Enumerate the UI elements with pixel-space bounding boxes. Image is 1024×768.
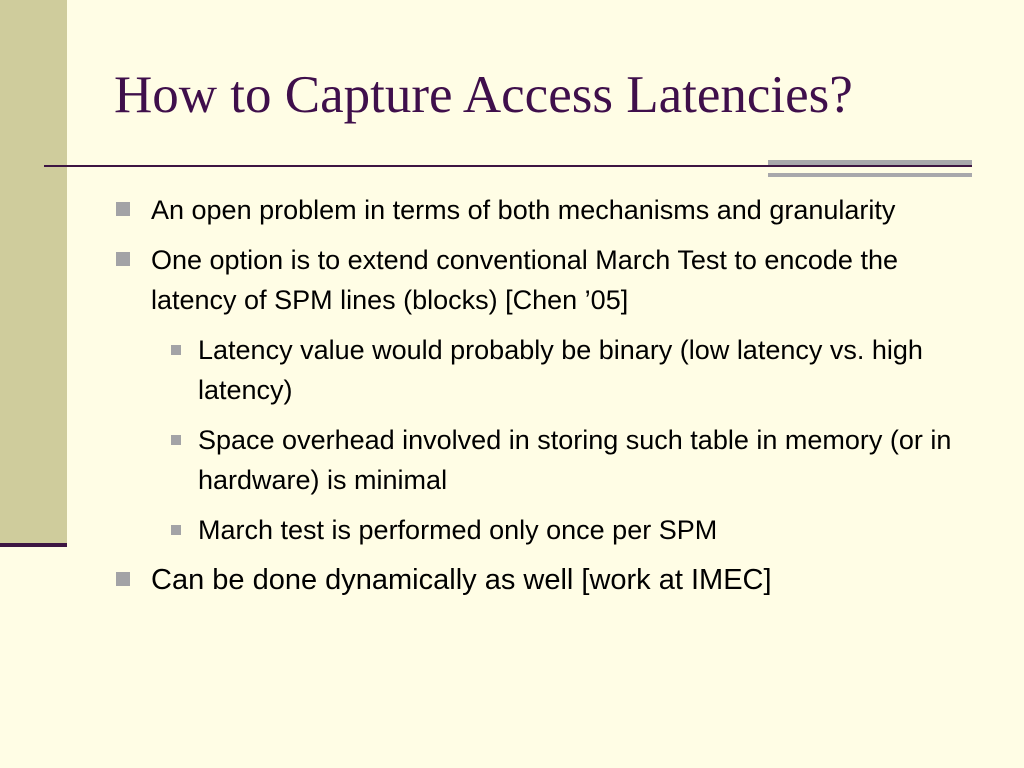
small-square-bullet-icon	[171, 435, 181, 445]
bullet-item	[116, 190, 976, 230]
bullet-item	[116, 240, 976, 320]
square-bullet-icon	[116, 202, 130, 216]
accent-bar-top	[768, 160, 972, 165]
square-bullet-icon	[116, 572, 130, 586]
sub-bullet-text: Latency value would probably be binary (low latency vs. high latency)	[198, 335, 923, 405]
sub-bullet-item	[163, 420, 976, 500]
sub-bullet-item	[163, 330, 976, 410]
slide-title: How to Capture Access Latencies?	[114, 66, 853, 124]
slide-body	[116, 190, 976, 610]
sidebar-band	[0, 0, 67, 543]
accent-bar-bottom	[768, 173, 972, 177]
bullet-text: Can be done dynamically as well [work at IMEC]	[151, 564, 772, 596]
sub-bullet-text: March test is performed only once per SPM	[198, 515, 718, 545]
sub-bullet-item	[163, 510, 976, 550]
sub-bullet-text: Space overhead involved in storing such table in memory (or in hardware) is minimal	[198, 425, 952, 495]
title-divider	[44, 165, 972, 167]
square-bullet-icon	[116, 252, 130, 266]
bullet-item	[116, 560, 976, 600]
sidebar-rule	[0, 543, 67, 547]
bullet-text: One option is to extend conventional March Test to encode the latency of SPM lines (blocks) [Chen ’05]	[151, 245, 898, 315]
small-square-bullet-icon	[171, 525, 181, 535]
small-square-bullet-icon	[171, 345, 181, 355]
bullet-text: An open problem in terms of both mechanisms and granularity	[151, 195, 896, 225]
